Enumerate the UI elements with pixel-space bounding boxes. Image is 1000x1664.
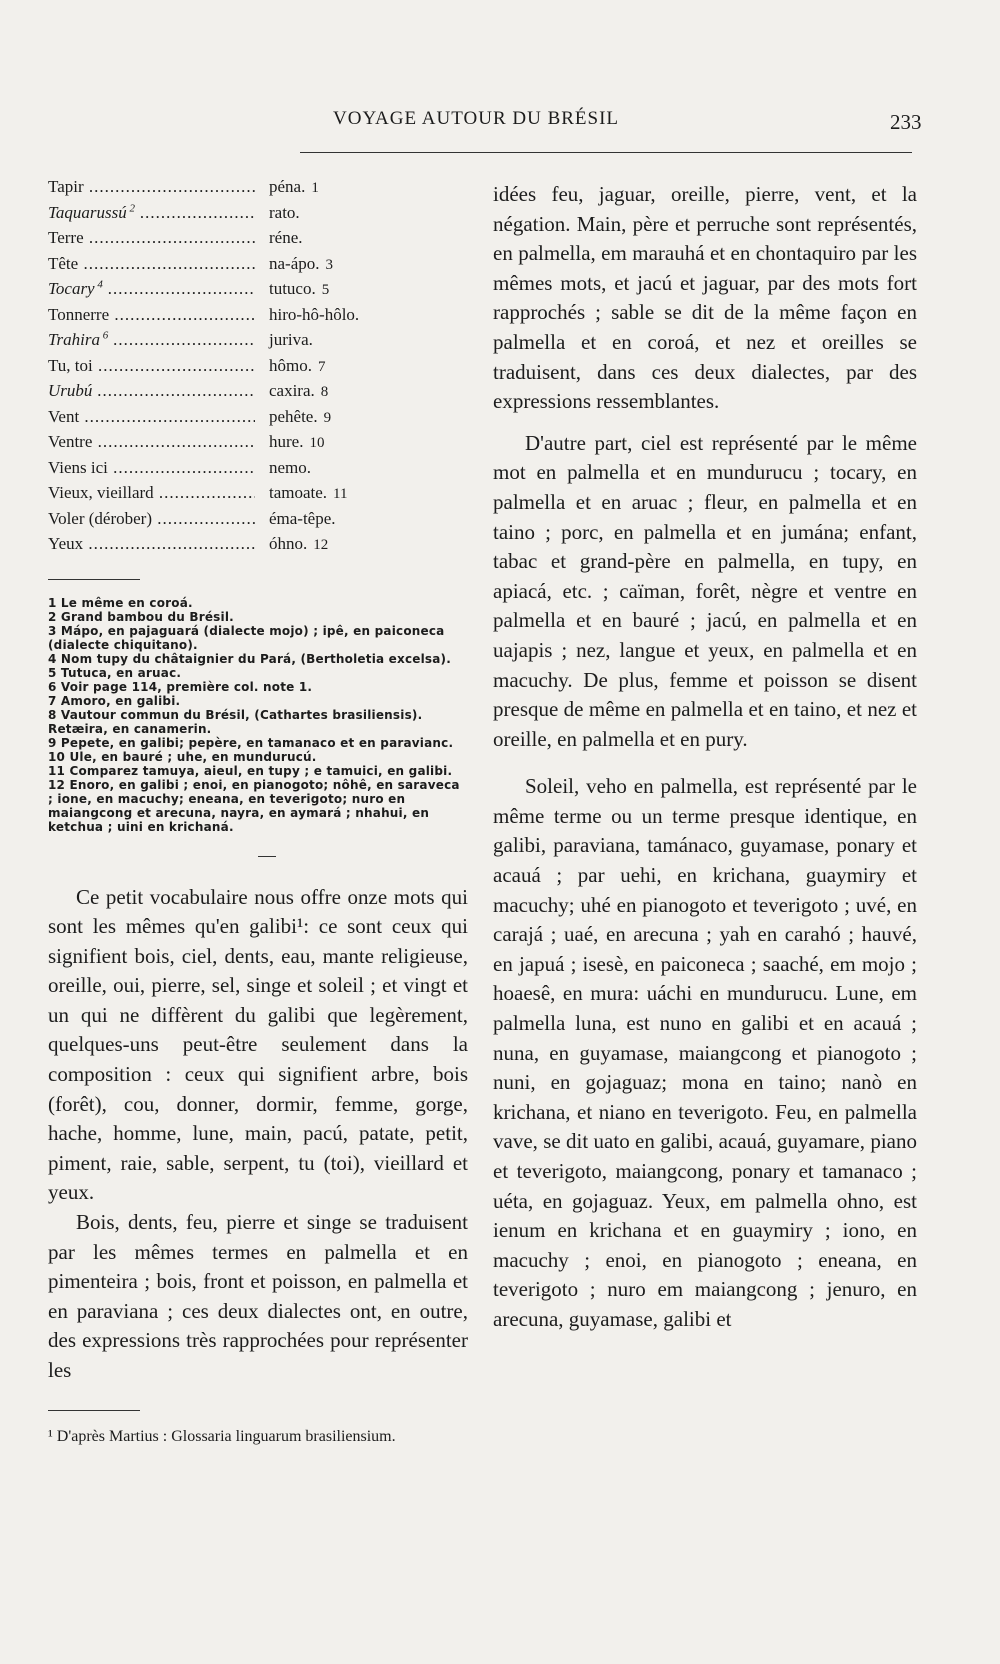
- vocab-term: [48, 353, 255, 379]
- vocab-term: [48, 429, 255, 455]
- vocab-row: [48, 276, 468, 302]
- vocab-term: [48, 404, 255, 430]
- vocab-gloss: [255, 200, 468, 226]
- vocab-gloss: [255, 353, 468, 379]
- right-column: [493, 180, 917, 1335]
- vocab-term-text: Tu, toi .....: [48, 356, 255, 375]
- paragraph: Bois, dents, feu, pierre et singe se traduisent par les mêmes termes en palmella et en pimenteira ; bois, front et poisson, en palmella et en paraviana ; ces deux dialectes ont, en outre, des expressions très rapprochées pour représenter les: [48, 1210, 468, 1382]
- vocab-term: [48, 276, 255, 302]
- vocab-ref: 1: [311, 180, 319, 196]
- vocab-gloss: [255, 429, 468, 455]
- vocab-term-text: Trahira $^6$ .....: [48, 330, 255, 349]
- note-marker: 6: [99, 329, 109, 342]
- left-prose: [48, 883, 468, 1386]
- vocab-term: [48, 378, 255, 404]
- vocab-note: 12 Enoro, en galibi ; enoi, en pianogoto; nôhê, en saraveca ; ione, en macuchy; eneana, en teverigoto; nuro en maiangcong et arecuna, nayra, en aymará ; nhahui, en ketchua ; uini en krichaná.: [48, 777, 460, 834]
- vocab-term: [48, 251, 255, 277]
- vocab-gloss-text: hure.: [268, 432, 304, 451]
- notes-rule: [48, 579, 140, 580]
- vocab-ref: 7: [317, 358, 326, 375]
- header-rule: [300, 152, 912, 153]
- vocab-term-text: Viens ici .....: [48, 458, 255, 477]
- paragraph: Ce petit vocabulaire nous offre onze mots qui sont les mêmes qu'en galibi¹: ce sont ceux qui signifient bois, ciel, dents, eau, mante religieuse, oreille, oui, pierre, sel, singe et soleil ; et vingt et un qui ne diffèrent du galibi que legèrement, quelques-uns peut-être seulement dans la composition : ceux qui signifient arbre, bois (forêt), cou, donner, dormir, femme, gorge, hache, homme, lune, main, pacú, patate, petit, piment, raie, sable, serpent, tu (toi), vieillard et yeux.: [48, 884, 468, 1205]
- vocab-row: [48, 225, 468, 251]
- vocab-term: [48, 174, 255, 200]
- vocab-row: [48, 404, 468, 430]
- vocab-note: 11 Comparez tamuya, aieul, en tupy ; e tamuici, en galibi.: [48, 763, 453, 778]
- vocabulary-notes: [48, 596, 468, 834]
- vocab-row: [48, 429, 468, 455]
- vocab-gloss: [255, 404, 468, 430]
- vocab-note: 8 Vautour commun du Brésil, (Cathartes brasiliensis). Retæira, en canamerin.: [48, 707, 423, 736]
- vocab-term-text: Vieux, vieillard .....: [48, 483, 255, 502]
- vocab-term-text: Vent .....: [48, 407, 255, 426]
- vocab-term-text: Ventre .....: [48, 432, 255, 451]
- vocab-ref: 11: [333, 486, 348, 502]
- vocab-term-text: Yeux .....: [48, 534, 255, 553]
- vocab-row: [48, 353, 468, 379]
- vocab-gloss-text: rato.: [268, 202, 300, 222]
- vocab-row: [48, 327, 468, 353]
- vocab-term-text: Tête .....: [48, 254, 255, 273]
- vocab-gloss: [255, 455, 468, 481]
- vocab-gloss: [255, 531, 468, 557]
- footnote-rule: [48, 1410, 140, 1411]
- vocab-gloss-text: éma-têpe.: [268, 508, 336, 528]
- page-number: 233: [890, 110, 922, 134]
- vocab-gloss-text: juriva.: [268, 330, 313, 349]
- vocab-gloss-text: pehête.: [268, 406, 318, 426]
- vocab-row: [48, 506, 468, 532]
- vocab-note: 10 Ule, en bauré ; uhe, en mundurucú.: [48, 749, 317, 764]
- vocab-ref: 9: [323, 409, 332, 426]
- vocab-term-text: Voler (dérober) .....: [48, 509, 255, 528]
- vocab-gloss-text: nemo.: [268, 457, 312, 477]
- vocab-term-text: Tapir .....: [48, 177, 255, 196]
- note-marker: 4: [94, 278, 103, 291]
- vocab-row: [48, 455, 468, 481]
- paragraph: Soleil, veho en palmella, est représenté par le même terme ou un terme presque identique, en galibi, paraviana, tamánaco, guyamase, ponary et acauá ; par uehi, en krichana, guaymiry et macuchy; uhé en pianogoto et teverigoto ; uvé, en carajá ; uaé, en arecuna ; yah en carahó ; hauvé, en japuá ; isesè, en paiconeca ; saaché, em mojo ; hoaesê, en mura: uáchi en mundurucu. Lune, em palmella luna, est nuno en galibi et en acauá ; nuna, en guyamase, maiangcong et pianogoto ; nuni, en gojaguaz; mona en taino; nanò en krichana, et niano en teverigoto. Feu, en palmella vave, se dit uato en galibi, acauá, guyamare, piano et teverigoto, maiangcong, ponary et tamanaco ; uéta, en gojaguaz. Yeux, em palmella ohno, est ienum en krichana et en guaymiry ; iono, en macuchy ; enoi, en pianogoto ; eneana, en teverigoto ; nuro em maiangcong ; jenuro, en arecuna, guyamase, galibi et: [493, 774, 917, 1331]
- vocab-gloss: [255, 506, 468, 532]
- vocab-ref: 3: [325, 256, 333, 273]
- vocab-row: [48, 251, 468, 277]
- vocab-note: 7 Amoro, en galibi.: [48, 693, 181, 708]
- left-column: [48, 174, 468, 1447]
- vocab-row: [48, 174, 468, 200]
- vocab-gloss-text: hiro-hô-hôlo.: [268, 304, 360, 324]
- vocab-term-text: Terre .....: [48, 228, 255, 247]
- vocab-gloss: [255, 480, 468, 506]
- vocab-term: [48, 455, 255, 481]
- vocab-gloss-text: réne.: [268, 228, 303, 247]
- vocab-term-text: Tocary $^4$ .....: [48, 279, 255, 298]
- vocab-note: 6 Voir page 114, première col. note 1.: [48, 679, 313, 694]
- vocabulary-list: [48, 174, 468, 557]
- vocab-term-text: Urubú .....: [48, 381, 255, 400]
- vocab-term: [48, 480, 255, 506]
- vocab-term: [48, 302, 255, 328]
- vocab-note: 3 Mápo, en pajaguará (dialecte mojo) ; ipê, en paiconeca (dialecte chiquitano).: [48, 623, 445, 652]
- vocab-gloss-text: na-ápo.: [268, 253, 320, 273]
- vocab-gloss-text: óhno.: [268, 534, 308, 553]
- vocab-gloss: [255, 327, 468, 353]
- vocab-row: [48, 480, 468, 506]
- vocab-term: [48, 506, 255, 532]
- paragraph: idées feu, jaguar, oreille, pierre, vent, et la négation. Main, père et perruche sont représentés, en palmella, em marauhá et en chontaquiro par les mêmes mots, et jacú et jaguar, par des mots fort rapprochés ; sable se dit de la même façon en palmella et en coroá, et nez et oreilles se traduisent, dans ces deux dialectes, par des expressions ressemblantes.: [493, 182, 917, 414]
- vocab-note: 4 Nom tupy du châtaignier du Pará, (Bertholetia excelsa).: [48, 651, 452, 666]
- vocab-term-text: Taquarussú $^2$ .....: [48, 203, 255, 222]
- running-title: VOYAGE AUTOUR DU BRÉSIL: [333, 108, 620, 129]
- vocab-note: 5 Tutuca, en aruac.: [48, 665, 182, 680]
- section-dash: [258, 856, 276, 857]
- vocab-ref: 8: [320, 384, 329, 400]
- vocab-gloss: [255, 251, 468, 277]
- vocab-term-text: Tonnerre .....: [48, 305, 255, 324]
- vocab-row: [48, 531, 468, 557]
- vocab-term: [48, 200, 255, 226]
- vocab-ref: 5: [321, 282, 330, 298]
- vocab-gloss: [255, 174, 468, 200]
- vocab-row: [48, 302, 468, 328]
- vocab-row: [48, 378, 468, 404]
- note-marker: 2: [126, 201, 135, 214]
- vocab-gloss: [255, 302, 468, 328]
- vocab-term: [48, 531, 255, 557]
- vocab-gloss-text: caxira.: [268, 381, 315, 400]
- vocab-gloss-text: péna.: [268, 177, 306, 196]
- vocab-ref: 10: [309, 435, 325, 451]
- vocab-term: [48, 327, 255, 353]
- page-header: [0, 108, 1000, 138]
- vocab-note: 1 Le même en coroá.: [48, 595, 193, 610]
- vocab-note: 2 Grand bambou du Brésil.: [48, 609, 234, 624]
- vocab-gloss-text: tutuco.: [268, 279, 316, 298]
- vocab-gloss: [255, 378, 468, 404]
- vocab-note: 9 Pepete, en galibi; pepère, en tamanaco et en paravianc.: [48, 735, 454, 750]
- vocab-gloss-text: hômo.: [268, 355, 312, 375]
- vocab-ref: 12: [313, 537, 329, 553]
- vocab-gloss-text: tamoate.: [268, 483, 328, 502]
- vocab-row: [48, 200, 468, 226]
- vocab-gloss: [255, 276, 468, 302]
- vocab-term: [48, 225, 255, 251]
- footnote: ¹ D'après Martius : Glossaria linguarum brasiliensium.: [48, 1427, 396, 1445]
- paragraph: D'autre part, ciel est représenté par le même mot en palmella et en mundurucu ; tocary, en palmella et en aruac ; fleur, en palmella et en taino ; porc, en palmella et en jumána; enfant, tabac et grand-père en palmella, en tupy, en apiacá, etc. ; caïman, forêt, nègre et ventre en palmella et en bauré ; jacú, en palmella et en uajapis ; nez, langue et yeux, en palmella et en macuchy. De plus, femme et poisson se disent presque de même en palmella et en taino, et nez et oreille, en palmella et en pury.: [493, 430, 917, 751]
- vocab-gloss: [255, 225, 468, 251]
